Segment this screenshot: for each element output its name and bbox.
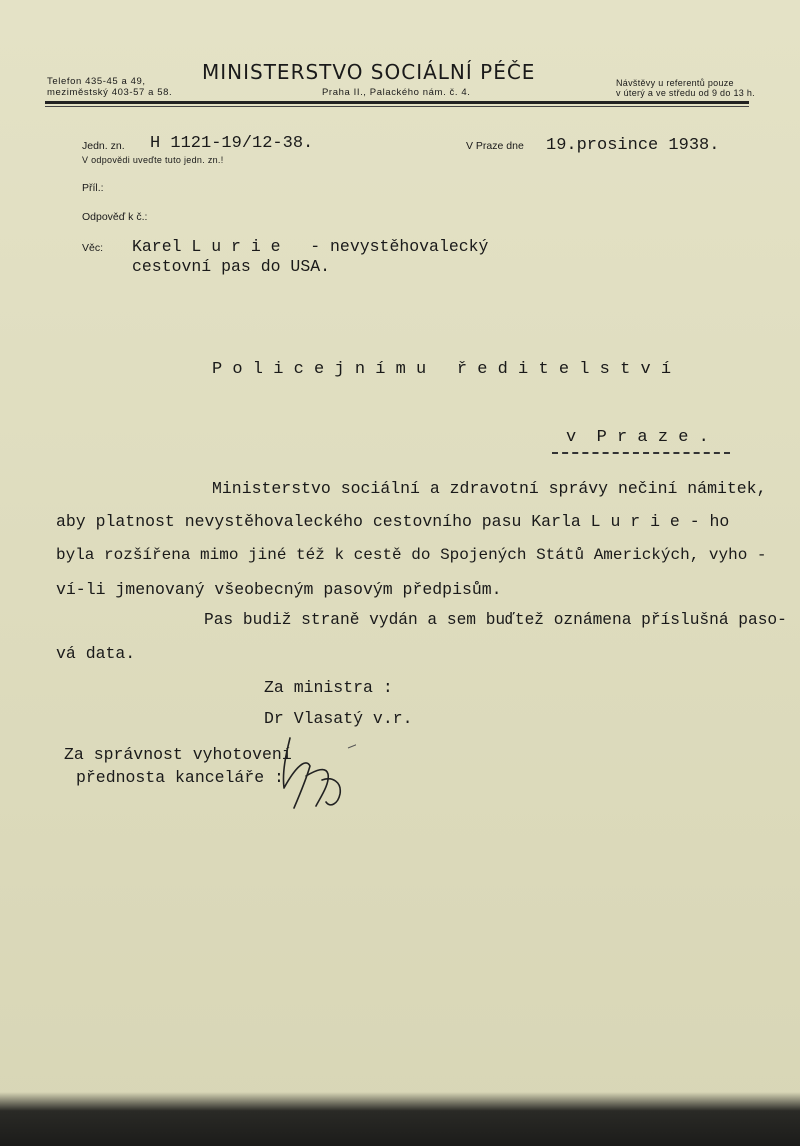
phone-line-2: meziměstský 403-57 a 58. (47, 87, 173, 98)
phone-line-1: Telefon 435-45 a 49, (47, 76, 146, 87)
ref-value: H 1121-19/12-38. (150, 134, 314, 153)
date-value: 19.prosince 1938. (546, 136, 720, 155)
attest-line-2: přednosta kanceláře : (76, 768, 284, 787)
letterhead-rule-thin (45, 106, 749, 107)
recipient-line-1: P o l i c e j n í m u ř e d i t e l s t v í (212, 360, 672, 379)
for-minister: Za ministra : (264, 678, 393, 697)
signatory: Dr Vlasatý v.r. (264, 709, 413, 728)
ref-note: V odpovědi uveďte tuto jedn. zn.! (82, 155, 224, 165)
attest-line-1: Za správnost vyhotovení (64, 745, 292, 764)
visits-line-2: v úterý a ve středu od 9 do 13 h. (616, 88, 755, 98)
recipient-underline (552, 452, 730, 454)
visits-line-1: Návštěvy u referentů pouze (616, 78, 734, 88)
body-p1-line-1: Ministerstvo sociální a zdravotní správy nečiní námitek, (212, 479, 767, 498)
recipient-line-2: v P r a z e . (566, 428, 709, 447)
subject-line-1: Karel L u r i e - nevystěhovalecký (132, 237, 489, 256)
reply-label: Odpověď k č.: (82, 211, 148, 223)
attachments-label: Příl.: (82, 182, 104, 194)
body-p1-line-3: byla rozšířena mimo jiné též k cestě do Spojených Států Amerických, vyho - (56, 546, 767, 564)
scan-bottom-edge (0, 1092, 800, 1146)
ministry-address: Praha II., Palackého nám. č. 4. (322, 87, 471, 98)
date-label: V Praze dne (466, 140, 524, 152)
body-p1-line-2: aby platnost nevystěhovaleckého cestovního pasu Karla L u r i e - ho (56, 512, 730, 531)
ref-label: Jedn. zn. (82, 140, 125, 152)
body-p1-line-4: ví-li jmenovaný všeobecným pasovým předpisům. (56, 580, 502, 599)
subject-line-2: cestovní pas do USA. (132, 257, 331, 276)
letterhead-rule-thick (45, 101, 749, 104)
body-p2-line-1: Pas budiž straně vydán a sem buďtež oznámena příslušná paso- (204, 611, 787, 629)
ministry-title: MINISTERSTVO SOCIÁLNÍ PÉČE (202, 60, 536, 84)
subject-label: Věc: (82, 242, 104, 254)
handwritten-signature (276, 736, 356, 816)
body-p2-line-2: vá data. (56, 644, 136, 663)
